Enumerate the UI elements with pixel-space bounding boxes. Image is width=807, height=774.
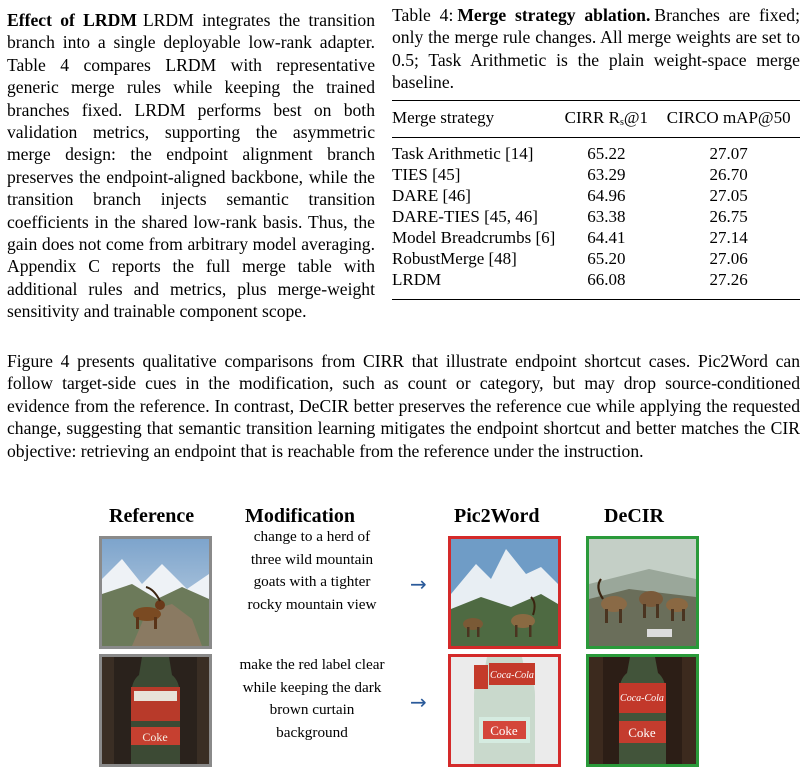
row-circo: 27.05 <box>709 185 748 205</box>
row-strategy: LRDM <box>392 269 442 289</box>
row-strategy: RobustMerge [48] <box>392 248 517 268</box>
table-caption <box>392 4 800 94</box>
row-circo: 27.14 <box>709 227 748 247</box>
table-row <box>392 164 800 185</box>
row-strategy: Model Breadcrumbs [6] <box>392 227 556 247</box>
bottle-label-text-decir: Coke <box>628 725 656 740</box>
pic2word-result-bottle <box>448 654 561 767</box>
table-row <box>392 269 800 300</box>
reference-image-bottle <box>99 654 212 767</box>
merge-strategy-table <box>392 100 800 300</box>
lrdm-paragraph <box>7 9 375 323</box>
row-circo: 27.06 <box>709 248 748 268</box>
row-circo: 27.07 <box>709 143 748 163</box>
bottle-clear-label-image <box>451 657 558 764</box>
qualitative-figure <box>0 500 807 774</box>
modification-text-bottle: make the red label clear while keeping the dark brown curtain background <box>239 656 385 741</box>
row-strategy: DARE [46] <box>392 185 471 205</box>
row-circo: 26.75 <box>709 206 748 226</box>
header-modification: Modification <box>245 505 355 527</box>
paragraph-lead: Effect of LRDM <box>7 10 137 30</box>
goat-on-rock-image <box>102 539 209 646</box>
row-strategy: DARE-TIES [45, 46] <box>392 206 538 226</box>
header-circo: CIRCO mAP@50 <box>666 107 791 127</box>
bottle-curtain-image <box>589 657 696 764</box>
table-block <box>392 4 800 300</box>
row-circo: 26.70 <box>709 164 748 184</box>
header-cirr-main: CIRR R <box>564 107 620 127</box>
table-row <box>392 206 800 227</box>
pic2word-result-goat <box>448 536 561 649</box>
header-decir: DeCIR <box>604 505 664 527</box>
row-cirr: 63.29 <box>587 164 626 184</box>
row-cirr: 63.38 <box>587 206 626 226</box>
row-strategy: TIES [45] <box>392 164 461 184</box>
table-header-row <box>392 100 800 137</box>
row-cirr: 65.22 <box>587 143 626 163</box>
bottle-script-text-p2w: Coca-Cola <box>490 670 534 681</box>
header-cirr-sub: s <box>619 116 624 128</box>
header-reference: Reference <box>109 505 195 527</box>
bottle-script-text-decir: Coca-Cola <box>620 693 664 704</box>
table-row <box>392 137 800 164</box>
bottle-label-text-p2w: Coke <box>490 723 518 738</box>
arrow-right-icon: → <box>410 572 427 596</box>
header-cirr <box>555 100 657 137</box>
row-cirr: 65.20 <box>587 248 626 268</box>
table-row <box>392 227 800 248</box>
header-merge-strategy: Merge strategy <box>392 107 495 127</box>
table-caption-text: Branches are fixed; only the merge rule changes. All merge weights are set to 0.5; Task Arithmetic is the plain weight-space merge baseline. <box>392 5 800 93</box>
figure-discussion-paragraph: Figure 4 presents qualitative comparisons from CIRR that illustrate endpoint shortcut cases. Pic2Word can follow target-side cues in the modification, such as count or category, but may drop source-conditioned evidence from the reference. In contrast, DeCIR better preserves the reference cue while applying the requested change, suggesting that semantic transition learning mitigates the endpoint shortcut and better matches the CIR objective: retrieving an endpoint that is reachable from the reference under the instruction. <box>7 351 800 461</box>
bottle-reference-image <box>102 657 209 764</box>
row-strategy: Task Arithmetic [14] <box>392 143 534 163</box>
decir-result-bottle <box>586 654 699 767</box>
table-row <box>392 185 800 206</box>
table-row <box>392 248 800 269</box>
goats-mountain-image <box>451 539 558 646</box>
row-cirr: 64.41 <box>587 227 626 247</box>
row-circo: 27.26 <box>709 269 748 289</box>
header-pic2word: Pic2Word <box>454 505 540 527</box>
modification-text-goat: change to a herd of three wild mountain goats with a tighter rocky mountain view <box>247 528 377 613</box>
bottle-label-text-ref: Coke <box>142 730 168 744</box>
table-caption-label: Table 4: <box>392 5 454 25</box>
paragraph-body: LRDM integrates the transition branch into a single deployable low-rank adapter. Table 4 compares LRDM with representative generic merge rules while keeping the trained branches fixed. LRDM performs best on both validation metrics, supporting the asymmetric merge design: the endpoint alignment branch preserves the endpoint-aligned backbone, while the transition branch injects semantic transition coefficients in the shared low-rank basis. Thus, the gain does not come from arbitrary model averaging. Appendix C reports the full merge table with additional rules and metrics, plus merge-weight sensitivity and trainable component scope. <box>7 10 375 322</box>
goat-herd-image <box>589 539 696 646</box>
decir-result-goat <box>586 536 699 649</box>
table-caption-title: Merge strategy ablation. <box>457 5 651 25</box>
reference-image-goat <box>99 536 212 649</box>
arrow-right-icon: → <box>410 690 427 714</box>
row-cirr: 64.96 <box>587 185 626 205</box>
header-cirr-suffix: @1 <box>623 107 649 127</box>
row-cirr: 66.08 <box>587 269 626 289</box>
